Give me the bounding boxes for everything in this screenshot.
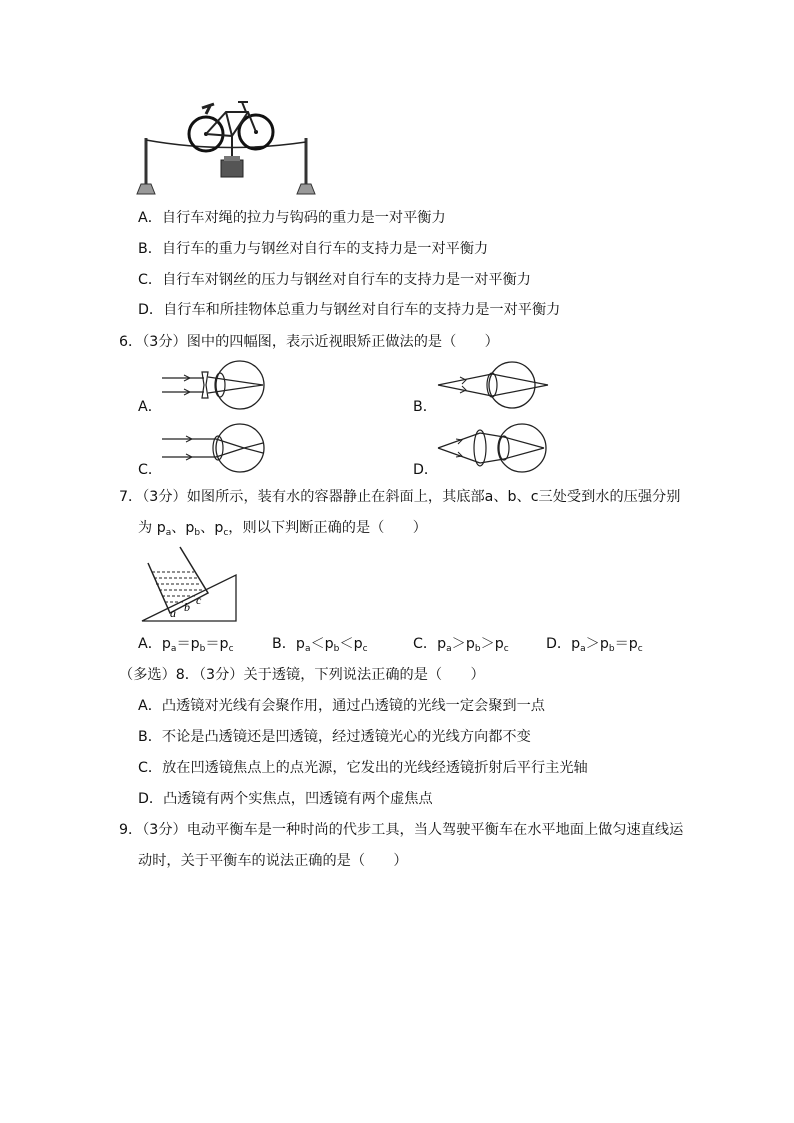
- fig-label-a: a: [170, 606, 176, 620]
- q5-option-a: A．自行车对绳的拉力与钩码的重力是一对平衡力: [138, 210, 446, 226]
- q7-option-c: C．$p_a>p_b>p_c$: [413, 636, 509, 654]
- q7-option-d: D．$p_a>p_b=p_c$: [546, 636, 643, 654]
- q7-stem-line1: 7．（3分）如图所示，装有水的容器静止在斜面上，其底部a、b、c三处受到水的压强分别: [119, 489, 681, 505]
- bicycle-wire-figure: [134, 94, 334, 198]
- sub-a: a: [165, 528, 172, 538]
- q6-stem: 6．（3分）图中的四幅图，表示近视眼矫正做法的是（ ）: [119, 334, 499, 350]
- q7-stem-prefix: 为 p: [138, 520, 166, 536]
- incline-container-figure: [140, 545, 240, 625]
- q8-option-a: A．凸透镜对光线有会聚作用，通过凸透镜的光线一定会聚到一点: [138, 698, 545, 714]
- q5-option-c: C．自行车对钢丝的压力与钢丝对自行车的支持力是一对平衡力: [138, 272, 531, 288]
- q9-stem-line1: 9．（3分）电动平衡车是一种时尚的代步工具，当人驾驶平衡车在水平地面上做匀速直线运: [119, 822, 684, 838]
- q6-label-c: C．: [138, 462, 163, 478]
- q7-option-a: A．$p_a=p_b=p_c$: [138, 636, 234, 654]
- sub-b: b: [194, 528, 201, 538]
- q5-option-b: B．自行车的重力与钢丝对自行车的支持力是一对平衡力: [138, 241, 489, 257]
- fig-label-b: b: [184, 600, 190, 614]
- q8-option-b: B．不论是凸透镜还是凹透镜，经过透镜光心的光线方向都不变: [138, 729, 531, 745]
- q5-option-d: D．自行车和所挂物体总重力与钢丝对自行车的支持力是一对平衡力: [138, 302, 561, 318]
- sub-c: c: [223, 528, 229, 538]
- q8-stem: （多选）8．（3分）关于透镜，下列说法正确的是（ ）: [119, 667, 485, 683]
- eye-diagram-c: [160, 421, 266, 475]
- q6-label-d: D．: [413, 462, 439, 478]
- eye-diagram-b: [436, 360, 552, 410]
- fig-label-c: c: [196, 593, 202, 607]
- q8-option-d: D．凸透镜有两个实焦点，凹透镜有两个虚焦点: [138, 791, 433, 807]
- q6-label-b: B．: [413, 399, 437, 415]
- q8-option-c: C．放在凹透镜焦点上的点光源，它发出的光线经透镜折射后平行主光轴: [138, 760, 588, 776]
- q7-stem-line2: 为 $p_a$、$p_b$、$p_c$，则以下判断正确的是（ ）: [138, 520, 427, 538]
- eye-diagram-a: [160, 358, 266, 412]
- q6-label-a: A．: [138, 399, 162, 415]
- q9-stem-line2: 动时，关于平衡车的说法正确的是（ ）: [138, 853, 408, 869]
- eye-diagram-d: [436, 421, 552, 475]
- q7-option-b: B．$p_a<p_b<p_c$: [272, 636, 368, 654]
- q7-stem-rest: ，则以下判断正确的是（ ）: [228, 520, 427, 536]
